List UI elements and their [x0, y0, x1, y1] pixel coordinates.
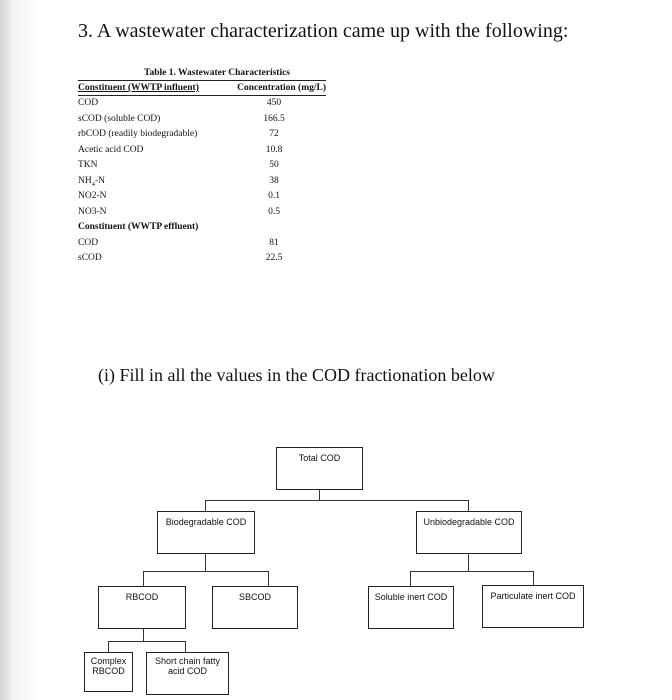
rbcod-box: RBCOD: [98, 586, 186, 629]
connector-line: [108, 641, 109, 652]
connector-line: [205, 500, 206, 511]
biodegradable-cod-box: Biodegradable COD: [157, 511, 255, 554]
connector-line: [268, 571, 269, 586]
header-concentration: Concentration (mg/L): [237, 83, 326, 93]
connector-line: [319, 490, 320, 500]
table-row: NO2-N 0.1: [78, 191, 280, 201]
effluent-header: Constituent (WWTP effluent): [78, 222, 199, 232]
table-row: sCOD 22.5: [78, 253, 283, 263]
particulate-inert-cod-box: Particulate inert COD: [482, 585, 584, 628]
connector-line: [410, 571, 411, 586]
connector-line: [205, 500, 469, 501]
table-row: Acetic acid COD 10.8: [78, 144, 283, 155]
table-row: TKN 50: [78, 160, 279, 170]
table-caption: Table 1. Wastewater Characteristics: [144, 68, 290, 78]
total-cod-box: Total COD: [276, 447, 363, 490]
table-row: NO3-N 0.5: [78, 206, 280, 217]
question-title: 3. A wastewater characterization came up with the following:: [78, 20, 569, 42]
short-chain-fatty-acid-cod-box: Short chain fatty acid COD: [146, 652, 229, 695]
table-row: COD 81: [78, 237, 279, 248]
sbcod-box: SBCOD: [212, 586, 298, 629]
table-row: rbCOD (readily biodegradable) 72: [78, 129, 279, 139]
wastewater-table: [78, 66, 326, 267]
table-row: sCOD (soluble COD) 166.5: [78, 113, 285, 124]
connector-line: [533, 571, 534, 585]
complex-rbcod-box: Complex RBCOD: [84, 652, 133, 692]
connector-line: [205, 554, 206, 571]
connector-line: [143, 571, 144, 586]
table-row: COD 450: [78, 98, 282, 108]
connector-line: [108, 641, 186, 642]
connector-line: [143, 629, 144, 641]
connector-line: [468, 500, 469, 511]
table-header: [78, 80, 326, 96]
soluble-inert-cod-box: Soluble inert COD: [368, 586, 454, 629]
connector-line: [468, 554, 469, 571]
table-row: $NH_4-N$ 38: [78, 175, 279, 188]
connector-line: [410, 571, 534, 572]
instruction-text: (i) Fill in all the values in the COD fractionation below: [98, 365, 495, 385]
unbiodegradable-cod-box: Unbiodegradable COD: [416, 511, 522, 554]
connector-line: [185, 641, 186, 652]
header-constituent: Constituent (WWTP influent): [78, 83, 199, 93]
connector-line: [143, 571, 269, 572]
